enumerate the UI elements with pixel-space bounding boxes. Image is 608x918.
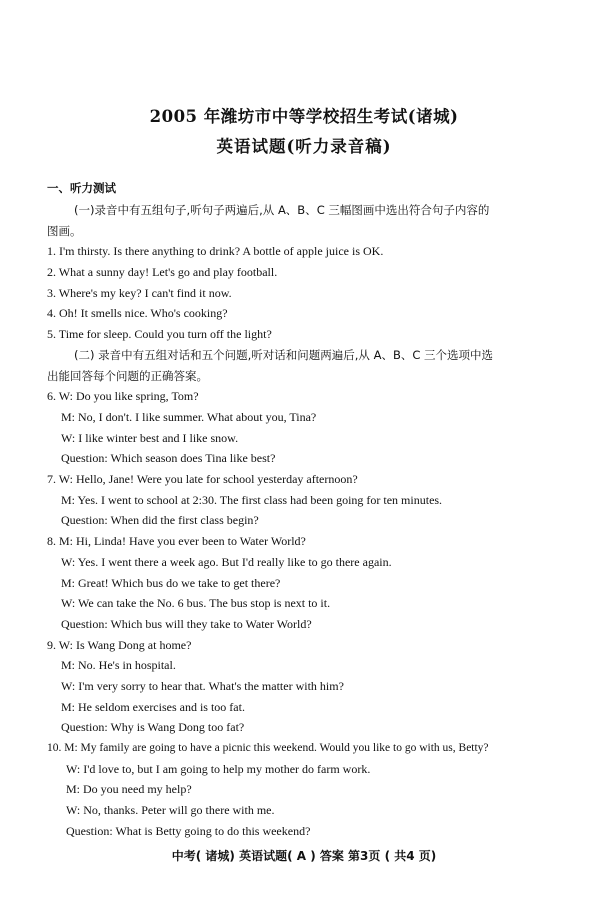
- dialogue-8-question: Question: Which bus will they take to Water World?: [61, 617, 312, 631]
- sentence-1: 1. I'm thirsty. Is there anything to drink? A bottle of apple juice is OK.: [47, 244, 384, 258]
- dialogue-6-line: 6. W: Do you like spring, Tom?: [47, 389, 199, 403]
- part-two-instruction: (二) 录音中有五组对话和五个问题,听对话和问题两遍后,从 A、B、C 三个选项中选: [74, 348, 494, 362]
- dialogue-8-line: W: Yes. I went there a week ago. But I'd really like to go there again.: [61, 555, 392, 569]
- dialogue-6-line: W: I like winter best and I like snow.: [61, 431, 239, 445]
- sentence-2: 2. What a sunny day! Let's go and play football.: [47, 265, 278, 279]
- page-footer: 中考( 诸城) 英语试题( A ) 答案 第3页 ( 共4 页): [171, 849, 437, 863]
- part-two-instruction-cont: 出能回答每个问题的正确答案。: [47, 369, 208, 383]
- dialogue-9-line: M: No. He's in hospital.: [61, 658, 176, 672]
- exam-subtitle: 英语试题(听力录音稿): [216, 137, 392, 156]
- dialogue-10-question: Question: What is Betty going to do this weekend?: [66, 824, 311, 838]
- dialogue-6-line: M: No, I don't. I like summer. What about you, Tina?: [61, 410, 317, 424]
- part-one-instruction: (一)录音中有五组句子,听句子两遍后,从 A、B、C 三幅图画中选出符合句子内容的: [74, 203, 490, 217]
- dialogue-10-line: W: I'd love to, but I am going to help my mother do farm work.: [66, 762, 371, 776]
- dialogue-8-line: M: Great! Which bus do we take to get there?: [61, 576, 281, 590]
- dialogue-9-question: Question: Why is Wang Dong too fat?: [61, 720, 245, 734]
- dialogue-8-line: W: We can take the No. 6 bus. The bus stop is next to it.: [61, 596, 331, 610]
- part-one-instruction-cont: 图画。: [47, 224, 82, 238]
- section-heading: 一、听力测试: [47, 181, 116, 195]
- sentence-4: 4. Oh! It smells nice. Who's cooking?: [47, 306, 228, 320]
- dialogue-7-line: M: Yes. I went to school at 2:30. The first class had been going for ten minutes.: [61, 493, 443, 507]
- dialogue-7-question: Question: When did the first class begin?: [61, 513, 259, 527]
- dialogue-10-line: W: No, thanks. Peter will go there with me.: [66, 803, 275, 817]
- sentence-3: 3. Where's my key? I can't find it now.: [47, 286, 232, 300]
- exam-title: 2005 年潍坊市中等学校招生考试(诸城): [149, 107, 459, 126]
- dialogue-9-line: W: I'm very sorry to hear that. What's the matter with him?: [61, 679, 344, 693]
- dialogue-6-question: Question: Which season does Tina like best?: [61, 451, 276, 465]
- dialogue-9-line: M: He seldom exercises and is too fat.: [61, 700, 245, 714]
- sentence-5: 5. Time for sleep. Could you turn off the light?: [47, 327, 272, 341]
- dialogue-9-line: 9. W: Is Wang Dong at home?: [47, 638, 192, 652]
- dialogue-10-line: 10. M: My family are going to have a picnic this weekend. Would you like to go with us, Betty?: [47, 742, 489, 754]
- dialogue-10-line: M: Do you need my help?: [66, 782, 192, 796]
- dialogue-7-line: 7. W: Hello, Jane! Were you late for school yesterday afternoon?: [47, 472, 358, 486]
- dialogue-8-line: 8. M: Hi, Linda! Have you ever been to Water World?: [47, 534, 306, 548]
